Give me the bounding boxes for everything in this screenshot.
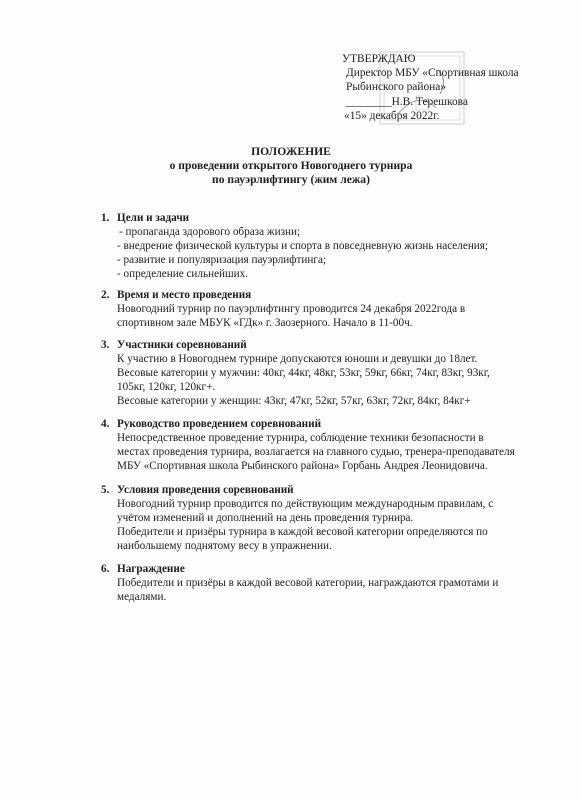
section-line: наибольшему поднятому весу в упражнении. [117,539,332,552]
section-line: - развитие и популяризация пауэрлифтинга; [117,253,327,266]
section-line: Новогодний турнир проводится по действующим международным правилам, с [117,497,494,510]
section-heading [101,289,577,303]
title-line: ПОЛОЖЕНИЕ [251,145,331,158]
approval-line: УТВЕРЖДАЮ [342,53,416,65]
approval-block [342,52,574,123]
title-line: о проведении открытого Новогоднего турнира [169,159,413,172]
section-line: местах проведения турнира, возлагается на главного судью, тренера-преподавателя [117,445,515,458]
section-heading-text: Время и место проведения [117,289,252,301]
section-heading-text: Цели и задачи [117,212,190,224]
section-number: 3. [101,339,110,351]
section-line: спортивном зале МБУК «ГДк» г. Заозерного. Начало в 11-00ч. [117,316,413,329]
section-line: Новогодний турнир по пауэрлифтингу проводится 24 декабря 2022года в [117,302,466,315]
section-heading [101,563,577,577]
section-line: медалями. [117,590,167,603]
section-heading-text: Награждение [117,563,185,575]
section-heading [101,484,577,498]
section-management [101,418,577,474]
approval-line: «15» декабря 2022г. [344,109,440,122]
section-line: Весовые категории у женщин: 43кг, 47кг, 52кг, 57кг, 63кг, 72кг, 84кг, 84кг+ [117,394,471,407]
title-line: по пауэрлифтингу (жим лежа) [212,173,370,186]
section-line: - определение сильнейших. [117,267,249,280]
section-conditions [101,484,577,554]
section-line: Весовые категории у мужчин: 40кг, 44кг, 48кг, 53кг, 59кг, 66кг, 74кг, 83кг, 93кг, [117,366,490,379]
section-line: МБУ «Спортивная школа Рыбинского района» Горбань Андрея Леонидовича. [117,459,488,472]
section-line: Победители и призёры турнира в каждой весовой категории определяются по [117,525,488,538]
section-line: - пропаганда здорового образа жизни; [119,225,301,238]
section-awards [101,563,577,605]
section-number: 5. [101,484,110,496]
section-heading [101,418,577,432]
approval-line: ________Н.В. Терешкова [346,95,468,108]
section-line: - внедрение физической культуры и спорта в повседневную жизнь населения; [117,239,489,252]
section-number: 2. [101,289,110,301]
approval-line: Рыбинского района» [346,81,447,94]
section-line: Непосредственное проведение турнира, соблюдение техники безопасности в [117,431,484,444]
section-heading-text: Условия проведения соревнований [117,484,294,496]
section-line: 105кг, 120кг, 120кг+. [117,380,216,393]
document-title [0,145,582,187]
section-time-place [101,289,577,331]
section-number: 4. [101,418,110,430]
section-number: 1. [101,212,110,224]
section-participants [101,339,577,409]
section-heading-text: Участники соревнований [117,339,247,351]
section-heading [101,212,577,226]
section-line: Победители и призёры в каждой весовой категории, награждаются грамотами и [117,576,499,589]
section-line: учётом изменений и дополнений на день проведения турнира. [117,511,414,524]
section-number: 6. [101,563,110,575]
section-goals [101,212,577,282]
approval-line: Директор МБУ «Спортивная школа [346,67,519,80]
section-line: К участию в Новогоднем турнире допускаются юноши и девушки до 18лет. [117,352,478,365]
section-heading [101,339,577,353]
section-heading-text: Руководство проведением соревнований [117,418,322,430]
